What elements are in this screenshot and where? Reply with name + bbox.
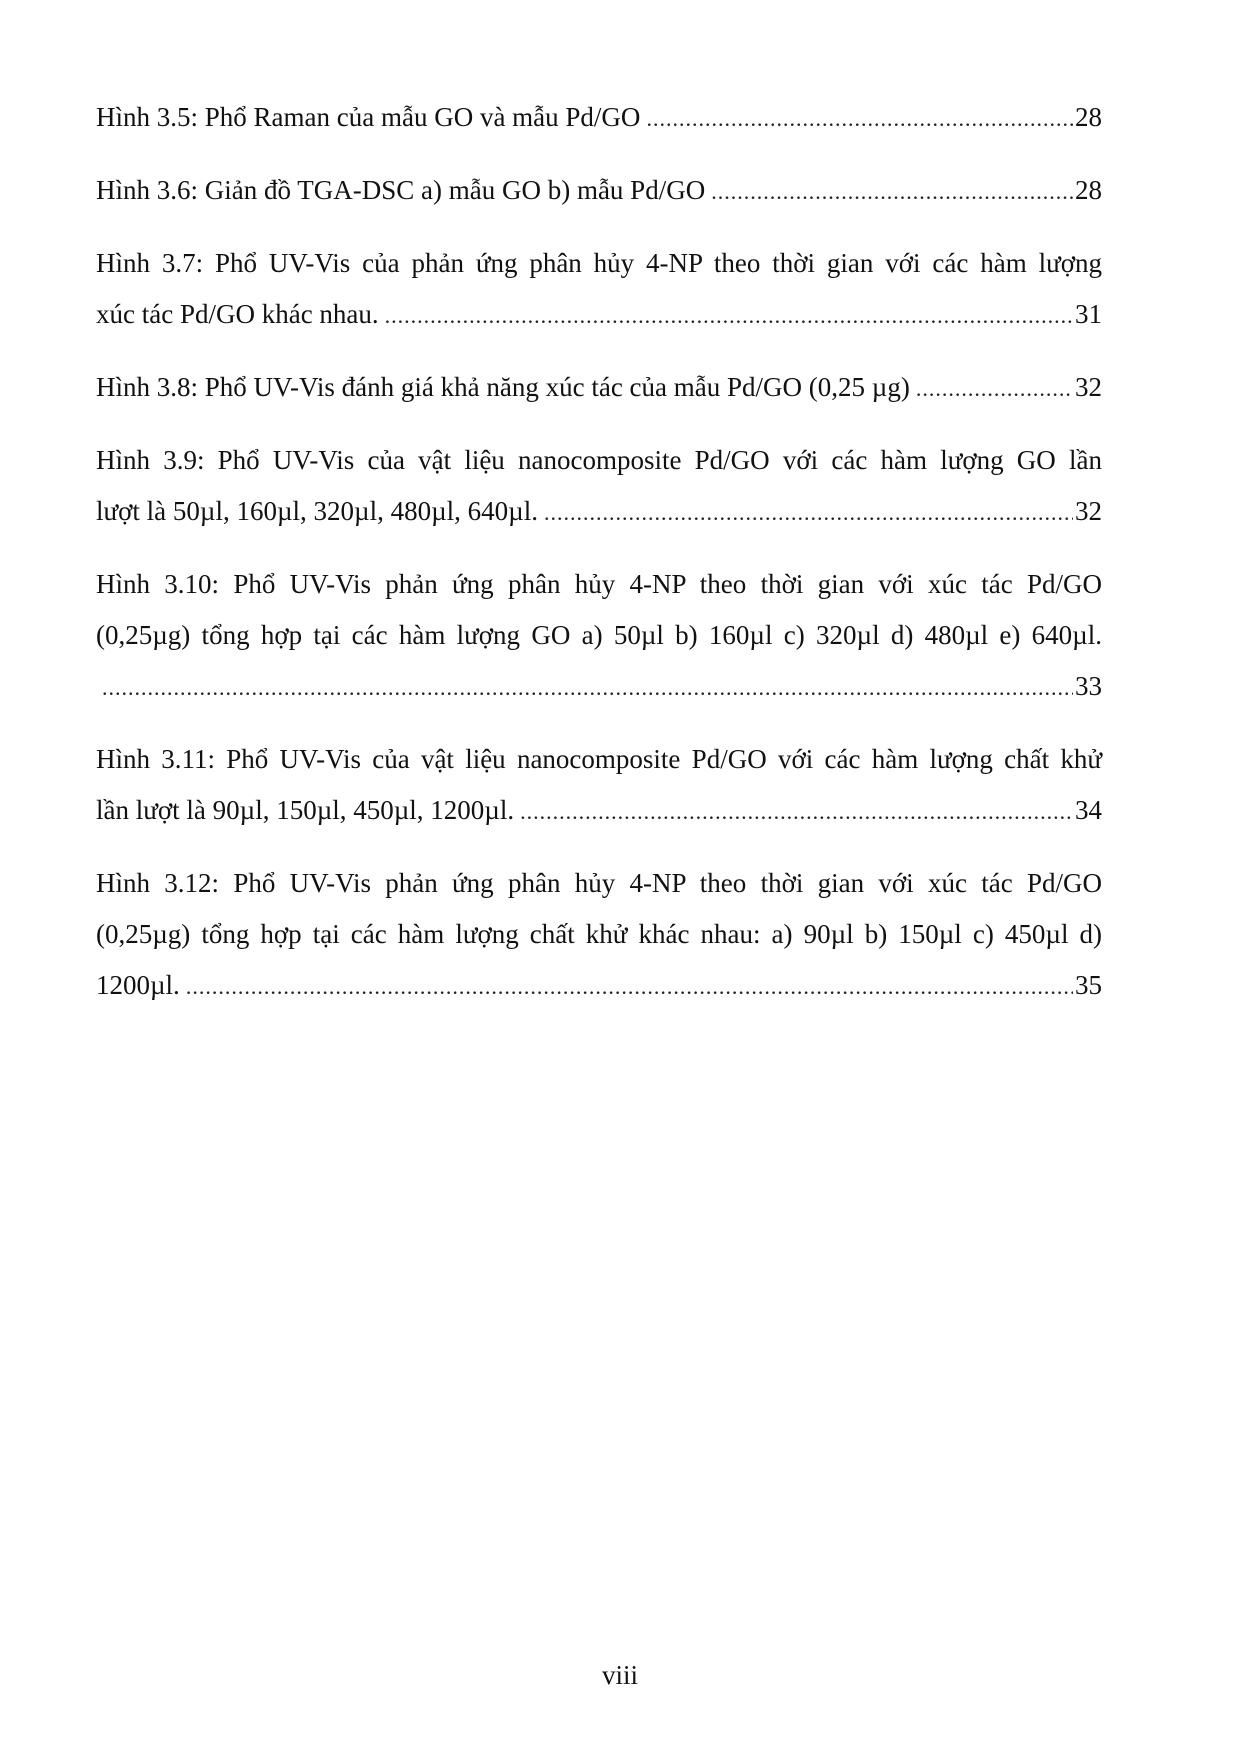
toc-entry-title-end: lượt là 50µl, 160µl, 320µl, 480µl, 640µl. bbox=[96, 496, 538, 526]
dot-leader bbox=[520, 786, 1073, 837]
page-number: viii bbox=[601, 1660, 638, 1690]
toc-entry-page: 28 bbox=[1075, 175, 1102, 205]
toc-entry-last-line bbox=[96, 661, 1102, 713]
toc-entry-title-end: xúc tác Pd/GO khác nhau. bbox=[96, 299, 379, 329]
toc-entry-title: Hình 3.6: Giản đồ TGA-DSC a) mẫu GO b) mẫu Pd/GO bbox=[96, 175, 706, 205]
toc-entry-line: Hình 3.7: Phổ UV-Vis của phản ứng phân hủy 4-NP theo thời gian với các hàm lượng bbox=[96, 248, 1102, 278]
toc-entry-3-10 bbox=[96, 559, 1102, 713]
toc-entry-last-line bbox=[96, 362, 1102, 414]
dot-leader bbox=[544, 487, 1073, 538]
dot-leader bbox=[385, 290, 1073, 341]
toc-entry-3-9 bbox=[96, 435, 1102, 538]
dot-leader bbox=[102, 662, 1073, 713]
toc-entry-last-line bbox=[96, 785, 1102, 837]
toc-entry-last-line bbox=[96, 486, 1102, 538]
toc-entry-title-end: 1200µl. bbox=[96, 970, 180, 1000]
toc-entry-3-12 bbox=[96, 858, 1102, 1012]
dot-leader bbox=[646, 93, 1073, 144]
toc-entry-title: Hình 3.5: Phổ Raman của mẫu GO và mẫu Pd/GO bbox=[96, 102, 641, 132]
toc-entry-line: (0,25µg) tổng hợp tại các hàm lượng GO a) 50µl b) 160µl c) 320µl d) 480µl e) 640µl. bbox=[96, 620, 1102, 650]
toc-entry-last-line bbox=[96, 960, 1102, 1012]
toc-entry-page: 32 bbox=[1075, 372, 1102, 402]
dot-leader bbox=[916, 363, 1073, 414]
toc-entry-3-5 bbox=[96, 92, 1102, 144]
toc-entry-3-7 bbox=[96, 238, 1102, 341]
toc-entry-line: Hình 3.12: Phổ UV-Vis phản ứng phân hủy 4-NP theo thời gian với xúc tác Pd/GO bbox=[96, 868, 1102, 898]
toc-entry-line: Hình 3.11: Phổ UV-Vis của vật liệu nanocomposite Pd/GO với các hàm lượng chất khử bbox=[96, 744, 1102, 774]
toc-entry-3-8 bbox=[96, 362, 1102, 414]
toc-entry-line: (0,25µg) tổng hợp tại các hàm lượng chất khử khác nhau: a) 90µl b) 150µl c) 450µl d) bbox=[96, 919, 1102, 949]
toc-entry-page: 31 bbox=[1075, 299, 1102, 329]
toc-entry-3-11 bbox=[96, 734, 1102, 837]
toc-entry-last-line bbox=[96, 92, 1102, 144]
toc-entry-3-6 bbox=[96, 165, 1102, 217]
toc-entry-line: Hình 3.10: Phổ UV-Vis phản ứng phân hủy 4-NP theo thời gian với xúc tác Pd/GO bbox=[96, 569, 1102, 599]
toc-entry-page: 35 bbox=[1075, 970, 1102, 1000]
toc-entry-page: 34 bbox=[1075, 795, 1102, 825]
toc-entry-line: Hình 3.9: Phổ UV-Vis của vật liệu nanocomposite Pd/GO với các hàm lượng GO lần bbox=[96, 445, 1102, 475]
toc-entry-last-line bbox=[96, 289, 1102, 341]
toc-entry-last-line bbox=[96, 165, 1102, 217]
toc-entry-page: 32 bbox=[1075, 496, 1102, 526]
toc-entry-page: 28 bbox=[1075, 102, 1102, 132]
toc-entry-page: 33 bbox=[1075, 671, 1102, 701]
dot-leader bbox=[711, 166, 1073, 217]
dot-leader bbox=[186, 961, 1073, 1012]
toc-entry-title-end: lần lượt là 90µl, 150µl, 450µl, 1200µl. bbox=[96, 795, 515, 825]
toc-entry-title: Hình 3.8: Phổ UV-Vis đánh giá khả năng xúc tác của mẫu Pd/GO (0,25 µg) bbox=[96, 372, 910, 402]
list-of-figures bbox=[96, 92, 1102, 1033]
